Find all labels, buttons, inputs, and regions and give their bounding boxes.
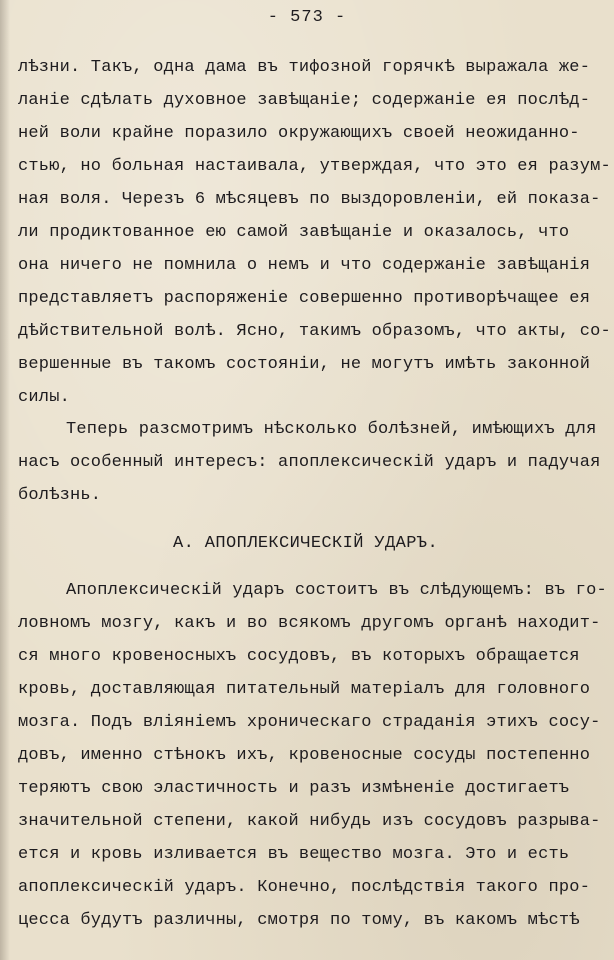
text-line: ная воля. Черезъ 6 мѣсяцевъ по выздоровленіи, ей показа- [18,190,601,209]
text-line: вершенные въ такомъ состояніи, не могутъ имѣть законной [18,355,591,374]
text-line: мозга. Подъ вліяніемъ хроническаго страданія этихъ сосу- [18,713,601,732]
text-line: насъ особенный интересъ: апоплексическій ударъ и падучая [18,453,601,472]
text-line: ется и кровь изливается въ вещество мозга. Это и есть [18,845,570,864]
text-line: Теперь разсмотримъ нѣсколько болѣзней, имѣющихъ для [66,420,597,439]
text-line: ней воли крайне поразило окружающихъ своей неожиданно- [18,124,580,143]
text-line: значительной степени, какой нибудь изъ сосудовъ разрыва- [18,812,601,831]
text-line: Апоплексическій ударъ состоитъ въ слѣдующемъ: въ го- [66,581,607,600]
text-line: кровь, доставляющая питательный матеріалъ для головного [18,680,591,699]
page-number: - 573 - [267,8,347,27]
text-line: ся много кровеносныхъ сосудовъ, въ которыхъ обращается [18,647,580,666]
text-line: довъ, именно стѣнокъ ихъ, кровеносные сосуды постепенно [18,746,591,765]
page-edge-shadow [0,0,10,960]
text-line: стью, но больная настаивала, утверждая, что это ея разум- [18,157,611,176]
text-line: ли продиктованное ею самой завѣщаніе и оказалось, что [18,223,570,242]
text-line: ловномъ мозгу, какъ и во всякомъ другомъ органѣ находит- [18,614,601,633]
text-line: апоплексическій ударъ. Конечно, послѣдствія такого про- [18,878,591,897]
text-line: она ничего не помнила о немъ и что содержаніе завѣщанія [18,256,591,275]
text-line: болѣзнь. [18,486,102,505]
section-heading: А. АПОПЛЕКСИЧЕСКІЙ УДАРЪ. [173,534,439,553]
text-line: силы. [18,388,71,407]
text-line: ланіе сдѣлать духовное завѣщаніе; содержаніе ея послѣд- [18,91,591,110]
text-line: лѣзни. Такъ, одна дама въ тифозной горячкѣ выражала же- [18,58,591,77]
text-line: представляетъ распоряженіе совершенно противорѣчащее ея [18,289,591,308]
text-line: теряютъ свою эластичность и разъ измѣненіе достигаетъ [18,779,570,798]
text-line: дѣйствительной волѣ. Ясно, такимъ образомъ, что акты, со- [18,322,611,341]
text-line: цесса будутъ различны, смотря по тому, въ какомъ мѣстѣ [18,911,580,930]
